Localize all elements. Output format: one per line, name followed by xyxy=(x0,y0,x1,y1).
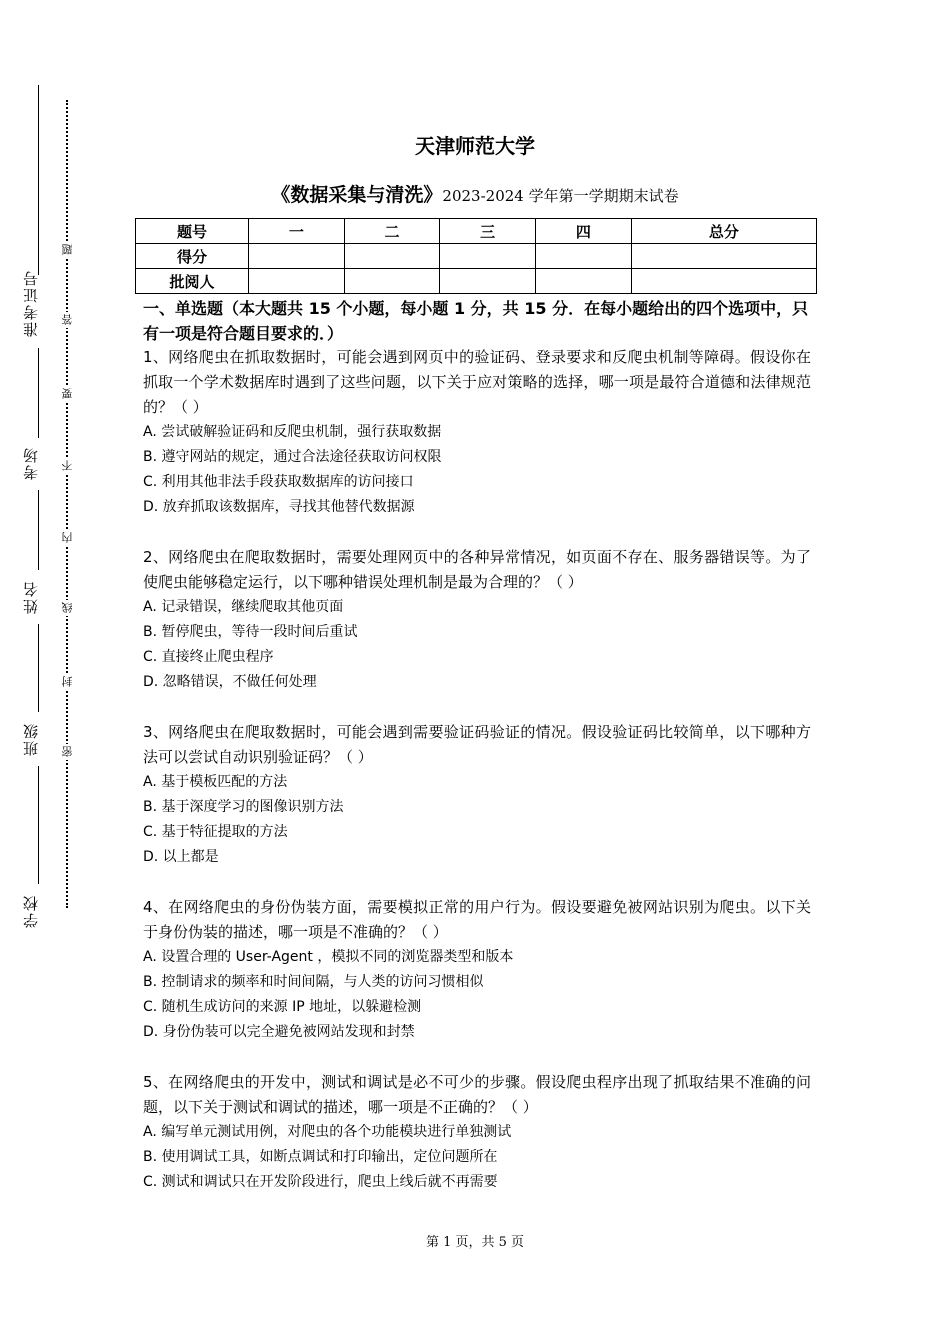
question-option: C. 利用其他非法手段获取数据库的访问接口 xyxy=(143,474,414,490)
school-label: 学校 xyxy=(22,894,40,928)
binding-line xyxy=(38,766,39,884)
page-number: 第 1 页，共 5 页 xyxy=(425,1235,525,1250)
score-row-label: 批阅人 xyxy=(136,269,249,294)
question-option: B. 暂停爬虫，等待一段时间后重试 xyxy=(143,624,358,640)
score-header-cell: 四 xyxy=(536,219,632,244)
question-option: C. 基于特征提取的方法 xyxy=(143,824,288,840)
score-table-header-row xyxy=(136,219,817,244)
term-label: 2023-2024 学年第一学期期末试卷 xyxy=(442,187,679,205)
question-option: C. 随机生成访问的来源 IP 地址，以躲避检测 xyxy=(143,999,422,1015)
score-cell[interactable] xyxy=(440,244,536,269)
section-heading: 一、单选题（本大题共 15 个小题，每小题 1 分，共 15 分．在每小题给出的四个选项中，只有一项是符合题目要求的．） xyxy=(143,299,809,343)
question-item xyxy=(143,720,811,870)
score-cell[interactable] xyxy=(631,269,816,294)
question-option: D. 放弃抓取该数据库，寻找其他替代数据源 xyxy=(143,499,415,515)
question-option: A. 设置合理的 User-Agent ，模拟不同的浏览器类型和版本 xyxy=(143,949,514,965)
question-item xyxy=(143,895,811,1045)
question-option: A. 尝试破解验证码和反爬虫机制，强行获取数据 xyxy=(143,424,442,440)
question-option: D. 以上都是 xyxy=(143,849,219,865)
score-header-cell: 题号 xyxy=(136,219,249,244)
question-stem: 3、网络爬虫在爬取数据时，可能会遇到需要验证码验证的情况。假设验证码比较简单，以下哪种方法可以尝试自动识别验证码？（ ） xyxy=(143,723,811,766)
binding-line xyxy=(38,624,39,712)
score-table-row xyxy=(136,269,817,294)
seal-char: 密 xyxy=(60,744,74,760)
score-row-label: 得分 xyxy=(136,244,249,269)
score-header-cell: 一 xyxy=(249,219,345,244)
question-item xyxy=(143,545,811,695)
question-option: C. 测试和调试只在开发阶段进行，爬虫上线后就不再需要 xyxy=(143,1174,498,1190)
score-cell[interactable] xyxy=(440,269,536,294)
score-cell[interactable] xyxy=(344,244,440,269)
score-table-row xyxy=(136,244,817,269)
question-stem: 5、在网络爬虫的开发中，测试和调试是必不可少的步骤。假设爬虫程序出现了抓取结果不准确的问题，以下关于测试和调试的描述，哪一项是不正确的？（ ） xyxy=(143,1073,811,1116)
seal-dotted-line xyxy=(66,100,68,908)
exam-subtitle xyxy=(0,180,950,207)
exam-room-label: 考场 xyxy=(22,446,40,480)
question-list xyxy=(143,345,811,1220)
seal-char: 要 xyxy=(60,386,74,402)
question-option: A. 基于模板匹配的方法 xyxy=(143,774,288,790)
question-option: B. 控制请求的频率和时间间隔，与人类的访问习惯相似 xyxy=(143,974,484,990)
score-header-cell: 三 xyxy=(440,219,536,244)
binding-line xyxy=(38,348,39,438)
question-option: B. 基于深度学习的图像识别方法 xyxy=(143,799,344,815)
score-header-cell: 总分 xyxy=(631,219,816,244)
question-option: A. 编写单元测试用例，对爬虫的各个功能模块进行单独测试 xyxy=(143,1124,512,1140)
name-label: 姓名 xyxy=(22,580,40,614)
question-option: A. 记录错误，继续爬取其他页面 xyxy=(143,599,344,615)
seal-char: 不 xyxy=(60,458,74,474)
question-option: D. 身份伪装可以完全避免被网站发现和封禁 xyxy=(143,1024,415,1040)
score-cell[interactable] xyxy=(536,269,632,294)
question-item xyxy=(143,1070,811,1195)
university-title: 天津师范大学 xyxy=(415,134,535,158)
score-cell[interactable] xyxy=(249,244,345,269)
seal-char: 线 xyxy=(60,600,74,616)
question-stem: 1、网络爬虫在抓取数据时，可能会遇到网页中的验证码、登录要求和反爬虫机制等障碍。假设你在抓取一个学术数据库时遇到了这些问题，以下关于应对策略的选择，哪一项是最符合道德和法律规范的？（ ） xyxy=(143,348,811,416)
course-title: 《数据采集与清洗》 xyxy=(271,184,443,206)
seal-char: 题 xyxy=(60,242,74,258)
seal-char: 封 xyxy=(60,674,74,690)
question-option: B. 使用调试工具，如断点调试和打印输出，定位问题所在 xyxy=(143,1149,498,1165)
score-header-cell: 二 xyxy=(344,219,440,244)
question-option: D. 忽略错误，不做任何处理 xyxy=(143,674,317,690)
binding-line xyxy=(38,490,39,570)
score-cell[interactable] xyxy=(536,244,632,269)
exam-number-label: 准考证号 xyxy=(22,269,40,337)
score-cell[interactable] xyxy=(249,269,345,294)
seal-char: 答 xyxy=(60,312,74,328)
seal-char: 内 xyxy=(60,530,74,546)
score-table xyxy=(135,218,817,294)
question-option: C. 直接终止爬虫程序 xyxy=(143,649,274,665)
question-item xyxy=(143,345,811,520)
score-cell[interactable] xyxy=(631,244,816,269)
class-label: 班级 xyxy=(22,722,40,756)
score-cell[interactable] xyxy=(344,269,440,294)
question-stem: 4、在网络爬虫的身份伪装方面，需要模拟正常的用户行为。假设要避免被网站识别为爬虫。以下关于身份伪装的描述，哪一项是不准确的？（ ） xyxy=(143,898,811,941)
question-option: B. 遵守网站的规定，通过合法途径获取访问权限 xyxy=(143,449,442,465)
question-stem: 2、网络爬虫在爬取数据时，需要处理网页中的各种异常情况，如页面不存在、服务器错误等。为了使爬虫能够稳定运行，以下哪种错误处理机制是最为合理的？（ ） xyxy=(143,548,811,591)
